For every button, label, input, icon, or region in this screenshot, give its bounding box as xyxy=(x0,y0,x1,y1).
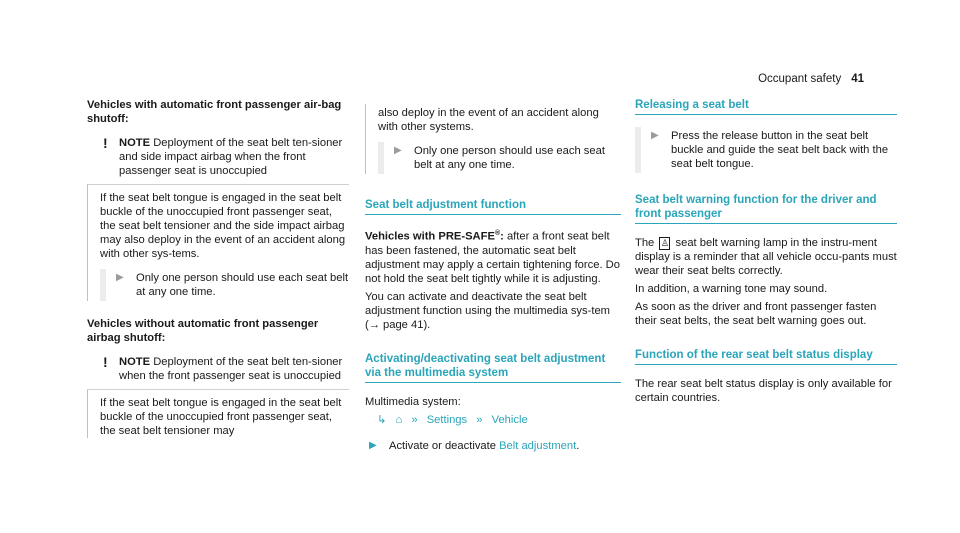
note-body-text: If the seat belt tongue is engaged in the seat belt buckle of the unoccupied front passenger seat, the seat belt tensioner may xyxy=(100,397,342,437)
note-2 xyxy=(87,355,349,383)
note-label: NOTE xyxy=(119,356,151,368)
bullet-text: Press the release button in the seat belt buckle and guide the seat belt back with the seat belt tongue. xyxy=(671,130,889,170)
bullet-item: ▶ Activate or deactivate Belt adjustment. xyxy=(365,439,621,453)
bullet-arrow-icon: ▶ xyxy=(651,130,659,141)
section-title: Releasing a seat belt xyxy=(635,98,897,115)
note-2-continuation xyxy=(365,104,621,174)
bullet-arrow-icon: ▶ xyxy=(394,145,402,156)
bullet-item xyxy=(378,142,621,174)
note-text: Deployment of the seat belt ten-sioner when the front passenger seat is unoccupied xyxy=(119,356,343,382)
note-2-body xyxy=(87,389,349,438)
page-number: 41 xyxy=(851,73,864,85)
menu-vehicle[interactable]: Vehicle xyxy=(491,413,528,426)
note-1-body xyxy=(87,184,349,301)
note-1 xyxy=(87,136,349,178)
note-label: NOTE xyxy=(119,137,151,149)
bullet-item xyxy=(100,269,349,301)
section-title: Seat belt adjustment function xyxy=(365,198,621,215)
body-text: after a front seat belt has been fastened, the automatic seat belt adjustment may apply a certain tightening force. Do not hold the seat belt tightly while it is adjusting. xyxy=(365,230,620,285)
bullet-item xyxy=(635,127,897,173)
menu-path xyxy=(365,413,621,427)
menu-arrow-icon: ↳ xyxy=(377,413,387,426)
menu-sep-icon: » xyxy=(476,413,483,426)
section-warning-function: Seat belt warning function for the driver and front passenger The ♙ seat belt warning lamp in the instru-ment display is a reminder that all vehicle occu-pants must wear their seat belts correctly. In addition, a warning tone may sound. As soon as the driver and front passenger fasten their seat belts, the seat belt warning goes out. xyxy=(635,194,897,327)
column-1 xyxy=(87,98,349,442)
note-text: Deployment of the seat belt ten-sioner and side impact airbag when the front passenger seat is unoccupied xyxy=(119,137,343,177)
continuation-text: also deploy in the event of an accident along with other systems. xyxy=(378,107,599,133)
menu-label: Multimedia system: xyxy=(365,395,461,408)
section-releasing xyxy=(635,98,897,173)
warning-icon: ! xyxy=(103,135,108,151)
bullet-text: Only one person should use each seat belt at any one time. xyxy=(136,272,349,298)
body-text: The rear seat belt status display is only available for certain countries. xyxy=(635,378,892,404)
seatbelt-warning-icon: ♙ xyxy=(660,238,669,248)
column-3 xyxy=(635,98,897,409)
menu-settings[interactable]: Settings xyxy=(426,413,468,426)
lead-text: Vehicles with PRE-SAFE xyxy=(365,230,495,243)
body-text: As soon as the driver and front passenger fasten their seat belts, the seat belt warning goes out. xyxy=(635,301,877,327)
page-header xyxy=(758,72,864,86)
column-2 xyxy=(365,104,621,459)
section-rear-status xyxy=(635,348,897,405)
bullet-arrow-icon: ▶ xyxy=(116,272,124,283)
section-activate-deactivate xyxy=(365,352,621,453)
bullet-text: Only one person should use each seat belt at any one time. xyxy=(414,145,605,171)
home-icon[interactable]: ⌂ xyxy=(395,413,403,426)
bullet-arrow-icon: ▶ xyxy=(369,439,377,451)
belt-adjustment-link[interactable]: Belt adjustment xyxy=(499,439,577,452)
note-body-text: If the seat belt tongue is engaged in the seat belt buckle of the unoccupied front passenger seat, the seat belt tensioner and the side impact airbag may also deploy in the event of an accident along with other sys-tems. xyxy=(100,192,346,260)
heading-no-shutoff: Vehicles without automatic front passenger airbag shutoff: xyxy=(87,318,319,344)
section-title: Occupant safety xyxy=(758,73,842,85)
section-seat-belt-adjustment: Seat belt adjustment function Vehicles with PRE-SAFE®: after a front seat belt has been fastened, the automatic seat belt adjustment may apply a certain tightening force. Do not hold the seat belt tightly while it is adjusting. You can activate and deactivate the seat belt adjustment function using the multimedia sys-tem (→ page 41). xyxy=(365,199,620,331)
section-title: Seat belt warning function for the driver and front passenger xyxy=(635,193,897,224)
section-title: Activating/deactivating seat belt adjustment via the multimedia system xyxy=(365,352,621,383)
body-text-2: You can activate and deactivate the seat belt adjustment function using the multimedia sys-tem (→ page 41). xyxy=(365,290,610,331)
heading-auto-shutoff: Vehicles with automatic front passenger air-bag shutoff: xyxy=(87,99,342,125)
warning-icon: ! xyxy=(103,354,108,370)
menu-sep-icon: » xyxy=(411,413,418,426)
section-title: Function of the rear seat belt status display xyxy=(635,348,897,365)
body-text: In addition, a warning tone may sound. xyxy=(635,283,828,295)
